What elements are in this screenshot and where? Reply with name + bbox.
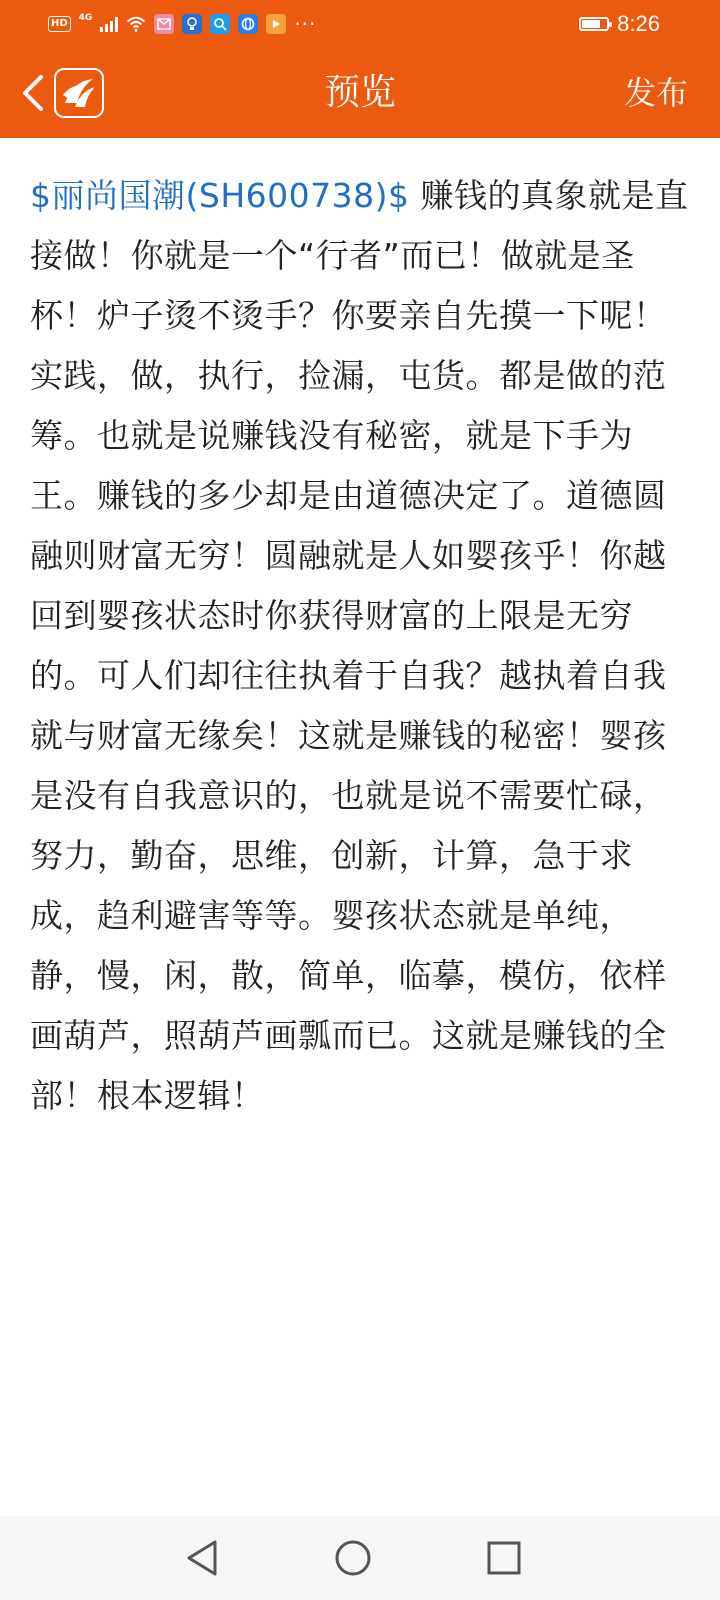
nav-recents-button[interactable] xyxy=(482,1536,526,1580)
status-right xyxy=(579,10,660,38)
triangle-back-icon xyxy=(185,1539,219,1577)
signal-icon xyxy=(100,16,118,32)
post-body-text: 赚钱的真象就是直接做！你就是一个“行者”而已！做就是圣杯！炉子烫不烫手？你要亲自先摸一下呢！实践，做，执行，捡漏，屯货。都是做的范筹。也就是说赚钱没有秘密，就是下手为王。赚钱的多少却是由道德决定了。道德圆融则财富无穷！圆融就是人如婴孩乎！你越回到婴孩状态时你获得财富的上限是无穷的。可人们却往往执着于自我？越执着自我就与财富无缘矣！这就是赚钱的秘密！婴孩是没有自我意识的，也就是说不需要忙碌，努力，勤奋，思维，创新，计算，急于求成，趋利避害等等。婴孩状态就是单纯，静，慢，闲，散，简单，临摹，模仿，依样画葫芦，照葫芦画瓢而已。这就是赚钱的全部！根本逻辑！ xyxy=(30,176,689,1115)
post-preview-content xyxy=(30,166,690,1126)
battery-icon xyxy=(579,17,609,31)
app-logo-icon xyxy=(54,68,104,118)
chevron-left-icon xyxy=(19,73,45,113)
more-icon: ··· xyxy=(294,12,317,36)
page-title: 预览 xyxy=(323,72,396,113)
video-app-icon xyxy=(266,14,286,34)
status-bar xyxy=(0,0,720,48)
wifi-icon xyxy=(126,14,146,34)
publish-button[interactable]: 发布 xyxy=(623,74,688,112)
network-type-label: 4G xyxy=(78,13,93,23)
mail-app-icon xyxy=(154,14,174,34)
square-recents-icon xyxy=(486,1540,522,1576)
app-header xyxy=(0,48,720,138)
stock-link[interactable]: $丽尚国潮(SH600738)$ xyxy=(30,176,410,215)
bulb-app-icon xyxy=(182,14,202,34)
back-button[interactable] xyxy=(14,70,50,116)
circle-home-icon xyxy=(334,1539,372,1577)
hd-icon: HD xyxy=(48,16,71,32)
nav-home-button[interactable] xyxy=(331,1536,375,1580)
system-nav-bar xyxy=(0,1516,720,1600)
browser-app-icon xyxy=(238,14,258,34)
nav-back-button[interactable] xyxy=(180,1536,224,1580)
status-left xyxy=(48,12,316,36)
search-app-icon xyxy=(210,14,230,34)
status-time: 8:26 xyxy=(617,11,660,36)
